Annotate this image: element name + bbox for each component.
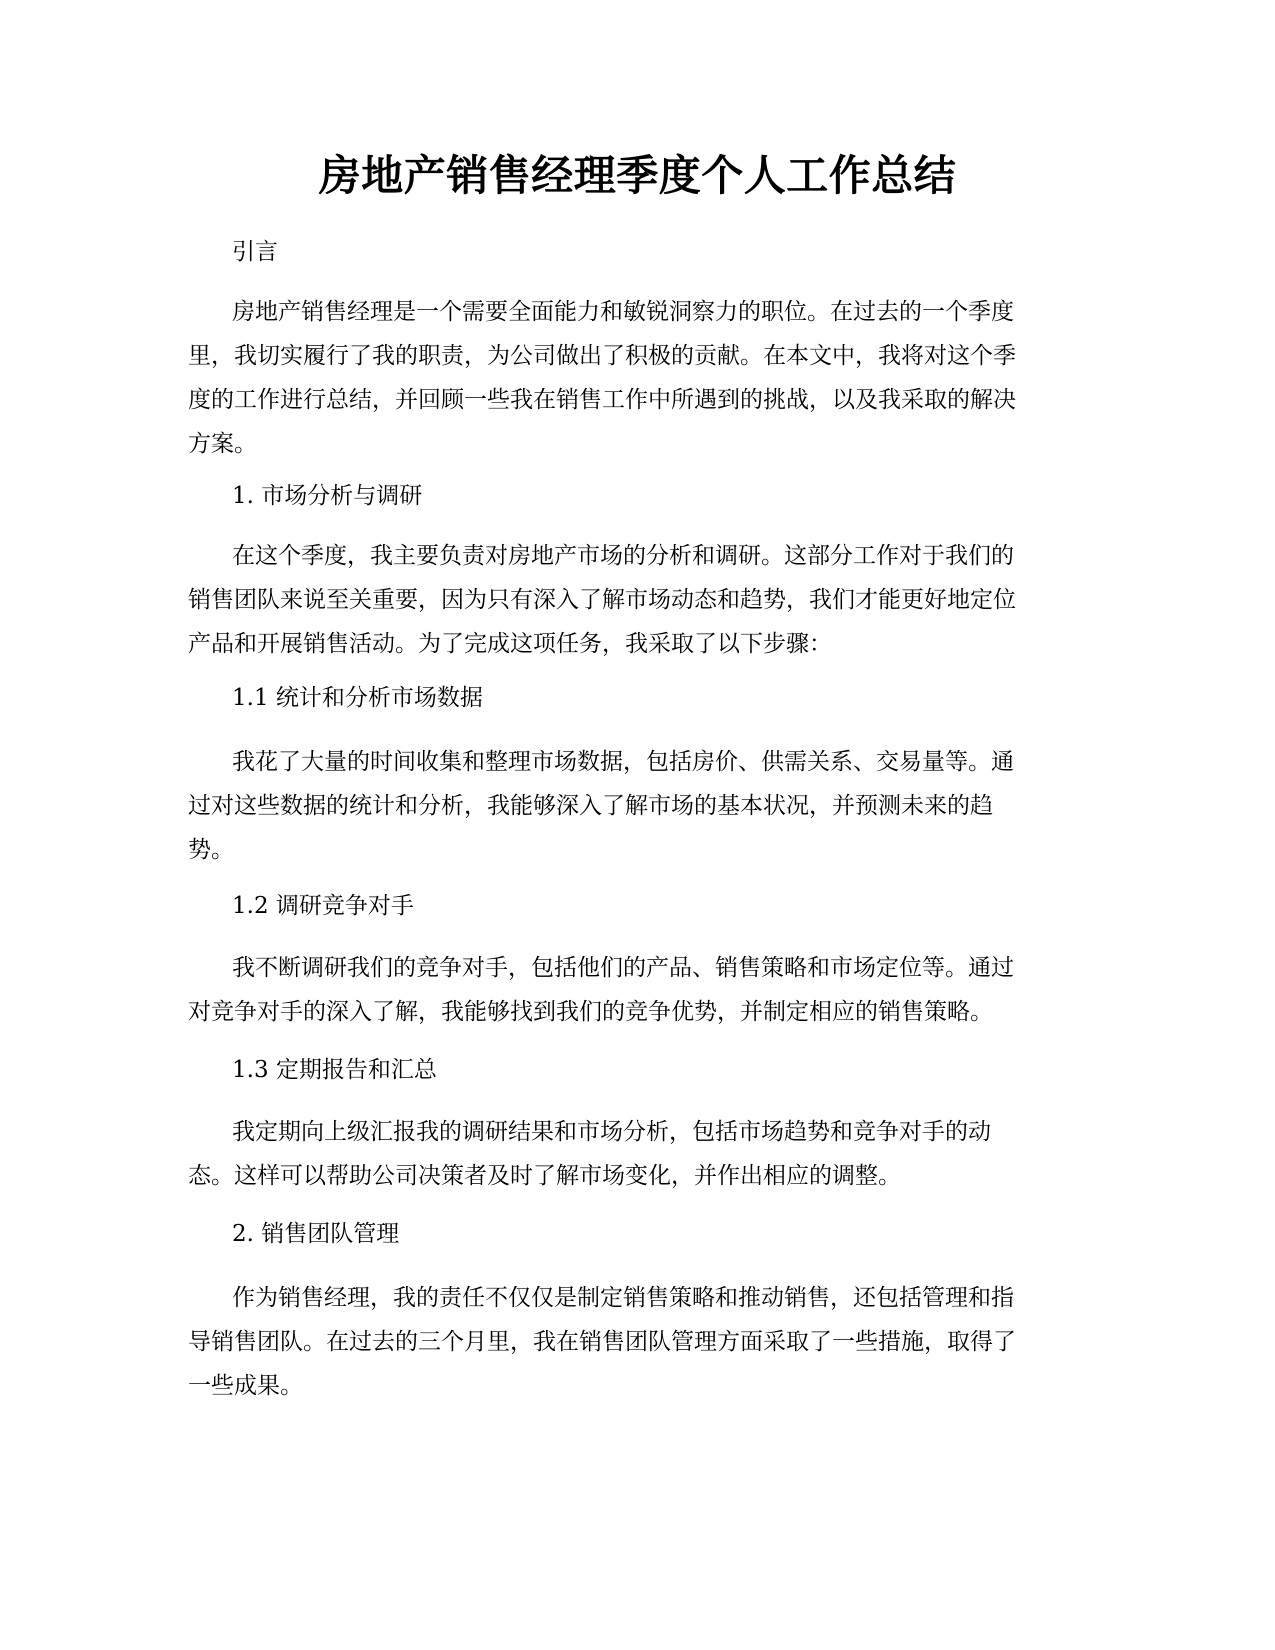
paragraph-line: 导销售团队。在过去的三个月里，我在销售团队管理方面采取了一些措施，取得了 <box>188 1329 1016 1355</box>
paragraph-line: 我定期向上级汇报我的调研结果和市场分析，包括市场趋势和竞争对手的动 <box>232 1119 991 1145</box>
section-1-2-paragraph <box>188 946 1084 1034</box>
paragraph-line: 作为销售经理，我的责任不仅仅是制定销售策略和推动销售，还包括管理和指 <box>232 1285 1014 1311</box>
paragraph-line: 房地产销售经理是一个需要全面能力和敏锐洞察力的职位。在过去的一个季度 <box>232 299 1014 325</box>
section-1-1-heading: 1.1 统计和分析市场数据 <box>232 685 483 711</box>
paragraph-line: 方案。 <box>188 431 257 457</box>
section-1-3-heading: 1.3 定期报告和汇总 <box>232 1057 437 1083</box>
paragraph-line: 在这个季度，我主要负责对房地产市场的分析和调研。这部分工作对于我们的 <box>232 543 1014 569</box>
paragraph-line: 过对这些数据的统计和分析，我能够深入了解市场的基本状况，并预测未来的趋 <box>188 793 993 819</box>
paragraph-line: 态。这样可以帮助公司决策者及时了解市场变化，并作出相应的调整。 <box>188 1163 901 1189</box>
paragraph-line: 我不断调研我们的竞争对手，包括他们的产品、销售策略和市场定位等。通过 <box>232 955 1014 981</box>
intro-heading: 引言 <box>232 239 278 265</box>
paragraph-line: 对竞争对手的深入了解，我能够找到我们的竞争优势，并制定相应的销售策略。 <box>188 999 993 1025</box>
section-2-heading: 2. 销售团队管理 <box>232 1221 400 1247</box>
section-1-paragraph <box>188 534 1084 666</box>
paragraph-line: 度的工作进行总结，并回顾一些我在销售工作中所遇到的挑战，以及我采取的解决 <box>188 387 1016 413</box>
intro-paragraph <box>188 290 1084 466</box>
paragraph-line: 一些成果。 <box>188 1373 303 1399</box>
section-1-3-paragraph <box>188 1110 1084 1198</box>
section-2-paragraph <box>188 1276 1084 1408</box>
paragraph-line: 产品和开展销售活动。为了完成这项任务，我采取了以下步骤： <box>188 631 832 657</box>
document-title: 房地产销售经理季度个人工作总结 <box>318 151 957 200</box>
paragraph-line: 我花了大量的时间收集和整理市场数据，包括房价、供需关系、交易量等。通 <box>232 749 1014 775</box>
section-1-heading: 1. 市场分析与调研 <box>232 483 423 509</box>
paragraph-line: 势。 <box>188 837 234 863</box>
section-1-1-paragraph <box>188 740 1084 872</box>
paragraph-line: 里，我切实履行了我的职责，为公司做出了积极的贡献。在本文中，我将对这个季 <box>188 343 1016 369</box>
paragraph-line: 销售团队来说至关重要，因为只有深入了解市场动态和趋势，我们才能更好地定位 <box>188 587 1016 613</box>
section-1-2-heading: 1.2 调研竞争对手 <box>232 893 414 919</box>
